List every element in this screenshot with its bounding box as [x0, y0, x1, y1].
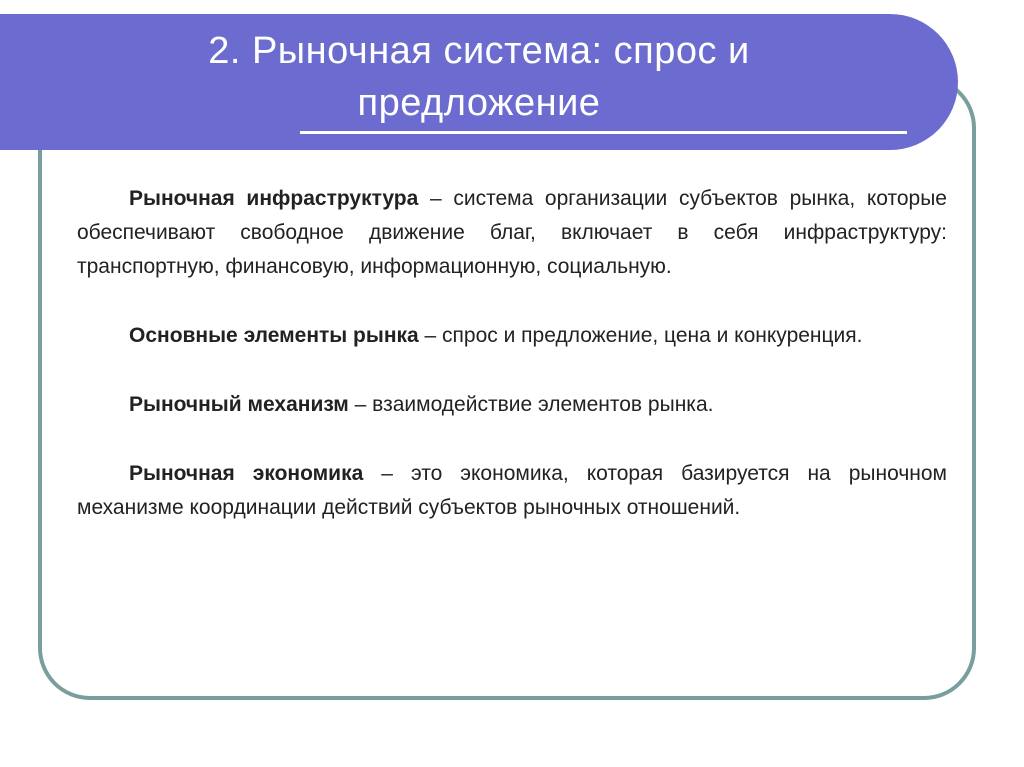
definition-paragraph	[77, 388, 947, 422]
title-line-1: 2. Рыночная система: спрос и	[208, 30, 750, 72]
definition-term: Основные элементы рынка	[129, 324, 419, 347]
definition-paragraph	[77, 319, 947, 353]
title-underline	[300, 131, 907, 134]
slide-title	[0, 14, 958, 140]
title-line-2: предложение	[357, 82, 601, 124]
definition-paragraph	[77, 182, 947, 284]
definition-term: Рыночная инфраструктура	[129, 187, 419, 210]
definition-text: – это экономика, которая базируется на рыночном механизме координации действий субъектов рыночных отношений.	[77, 462, 947, 519]
definition-paragraph	[77, 457, 947, 525]
definition-text: – взаимодействие элементов рынка.	[348, 393, 714, 416]
definitions-list	[77, 182, 947, 560]
definition-text: – спрос и предложение, цена и конкуренция.	[418, 324, 863, 347]
definition-term: Рыночная экономика	[129, 462, 364, 485]
definition-term: Рыночный механизм	[129, 393, 349, 416]
definition-text: – система организации субъектов рынка, которые обеспечивают свободное движение благ, включает в себя инфраструктуру: транспортную, финансовую, информационную, социальную.	[77, 187, 947, 278]
